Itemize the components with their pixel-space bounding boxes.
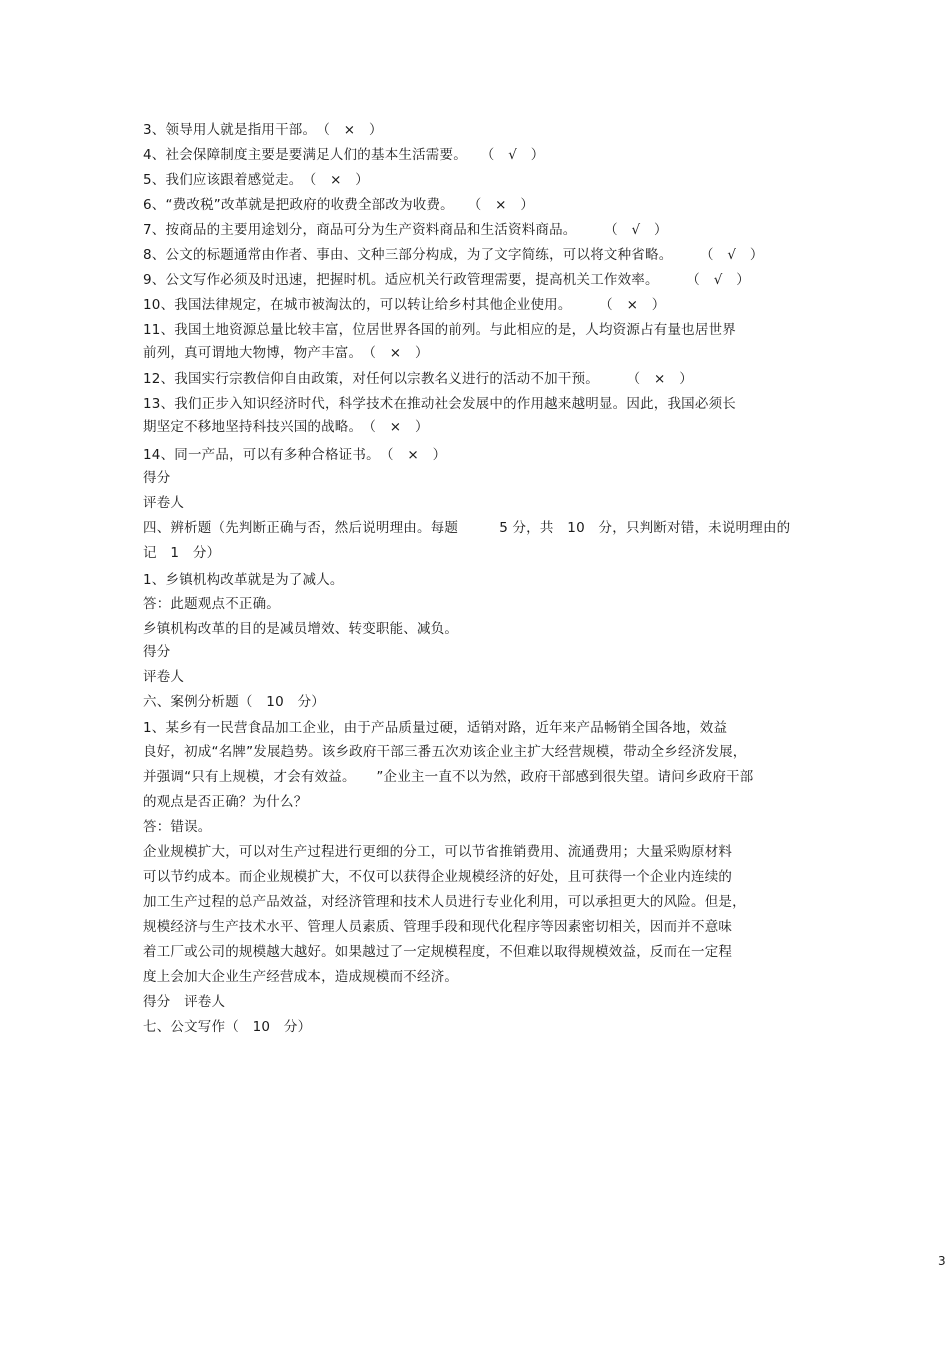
case-explanation-line-6: 度上会加大企业生产经营成本，造成规模而不经济。 <box>143 969 459 985</box>
case-question-line-1: 1、某乡有一民营食品加工企业，由于产品质量过硬，适销对路，近年来产品畅销全国各地，效益 <box>143 720 728 736</box>
answer-line: 答：此题观点不正确。 <box>143 596 280 612</box>
grader-label: 评卷人 <box>143 495 185 511</box>
section-7-heading: 七、公文写作（ 10 分） <box>143 1019 312 1035</box>
question-11-line-2: 前列，真可谓地大物博，物产丰富。 （ × ） <box>143 345 429 361</box>
question-10: 10、我国法律规定，在城市被淘汰的，可以转让给乡村其他企业使用。 （ × ） <box>143 297 666 313</box>
case-question-line-2: 良好，初成“名牌”发展趋势。该乡政府干部三番五次劝该企业主扩大经营规模，带动全乡经济发展， <box>143 744 747 760</box>
page-number: 3 <box>938 1254 946 1268</box>
question-4: 4、社会保障制度主要是要满足人们的基本生活需要。 （ √ ） <box>143 147 545 163</box>
question-8: 8、公文的标题通常由作者、事由、文种三部分构成，为了文字简练，可以将文种省略。 （ √ ） <box>143 247 764 263</box>
discrimination-question-1: 1、乡镇机构改革就是为了减人。 <box>143 572 344 588</box>
question-7: 7、按商品的主要用途划分，商品可分为生产资料商品和生活资料商品。 （ √ ） <box>143 222 668 238</box>
question-11-line-1: 11、我国土地资源总量比较丰富，位居世界各国的前列。与此相应的是，人均资源占有量也居世界 <box>143 322 736 338</box>
case-explanation-line-4: 规模经济与生产技术水平、管理人员素质、管理手段和现代化程序等因素密切相关，因而并不意味 <box>143 919 733 935</box>
section-4-heading: 四、辨析题（先判断正确与否，然后说明理由。每题 5 分，共 10 分，只判断对错，未说明理由的 <box>143 520 791 536</box>
section-6-heading: 六、案例分析题（ 10 分） <box>143 694 325 710</box>
case-explanation-line-5: 着工厂或公司的规模越大越好。如果越过了一定规模程度，不但难以取得规模效益，反而在一定程 <box>143 944 733 960</box>
score-label: 得分 <box>143 644 171 660</box>
score-label: 得分 <box>143 470 171 486</box>
question-3: 3、领导用人就是指用干部。 （ × ） <box>143 122 383 138</box>
section-4-heading-cont: 记 1 分） <box>143 545 221 561</box>
question-13-line-1: 13、我们正步入知识经济时代，科学技术在推动社会发展中的作用越来越明显。因此，我国必须长 <box>143 396 736 412</box>
grader-label: 评卷人 <box>143 669 185 685</box>
answer-explanation: 乡镇机构改革的目的是减员增效、转变职能、减负。 <box>143 621 459 637</box>
question-14: 14、同一产品，可以有多种合格证书。 （ × ） <box>143 447 447 463</box>
score-grader-label: 得分 评卷人 <box>143 994 226 1010</box>
question-13-line-2: 期坚定不移地坚持科技兴国的战略。 （ × ） <box>143 419 429 435</box>
question-9: 9、公文写作必须及时迅速，把握时机。适应机关行政管理需要，提高机关工作效率。 （ √ ） <box>143 272 750 288</box>
question-6: 6、“费改税”改革就是把政府的收费全部改为收费。 （ × ） <box>143 197 535 213</box>
case-question-line-3: 并强调“只有上规模，才会有效益。 ”企业主一直不以为然，政府干部感到很失望。请问乡政府干部 <box>143 769 754 785</box>
case-question-line-4: 的观点是否正确？为什么？ <box>143 794 308 810</box>
question-12: 12、我国实行宗教信仰自由政策，对任何以宗教名义进行的活动不加干预。 （ × ） <box>143 371 693 387</box>
question-5: 5、我们应该跟着感觉走。 （ × ） <box>143 172 370 188</box>
case-explanation-line-3: 加工生产过程的总产品效益，对经济管理和技术人员进行专业化利用，可以承担更大的风险。但是， <box>143 894 746 910</box>
case-explanation-line-2: 可以节约成本。而企业规模扩大，不仅可以获得企业规模经济的好处，且可获得一个企业内连续的 <box>143 869 733 885</box>
case-explanation-line-1: 企业规模扩大，可以对生产过程进行更细的分工，可以节省推销费用、流通费用；大量采购原材料 <box>143 844 733 860</box>
case-answer: 答：错误。 <box>143 819 212 835</box>
